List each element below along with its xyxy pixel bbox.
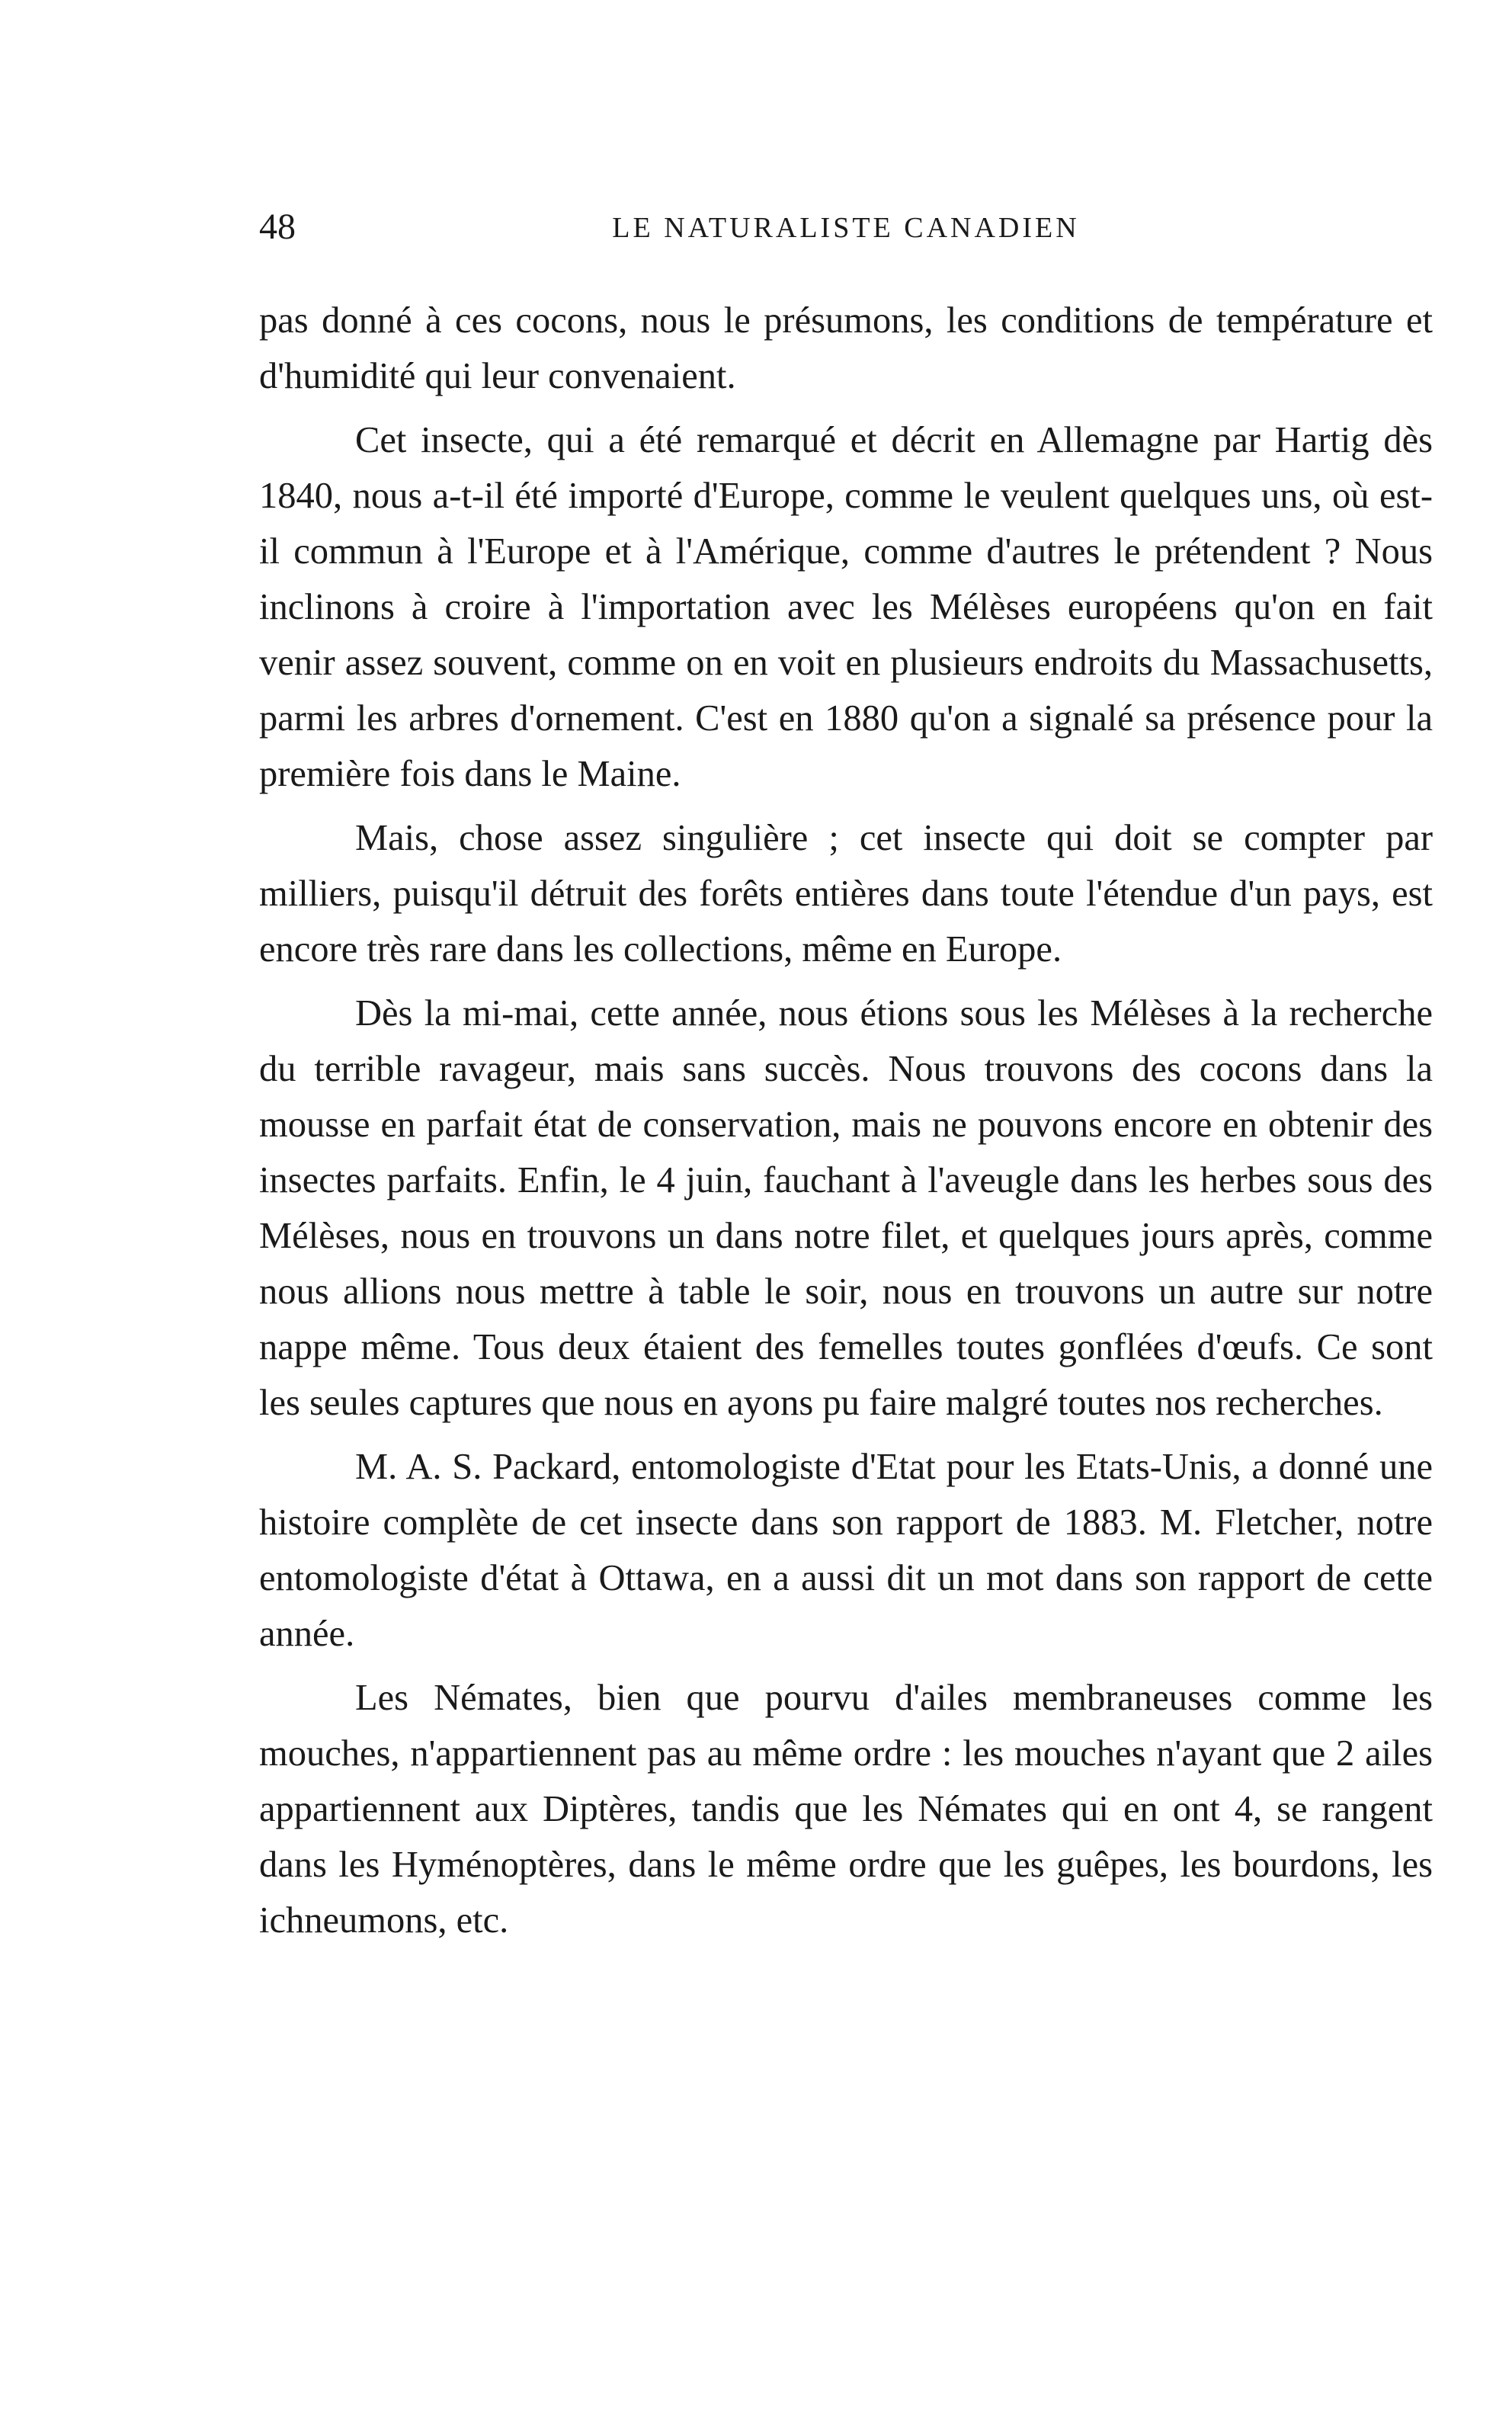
paragraph-continued: pas donné à ces cocons, nous le présumons, les conditions de température et d'humidité qui leur convenaient.	[259, 300, 1433, 396]
paragraph-search-account: Dès la mi-mai, cette année, nous étions sous les Mélèses à la recherche du terrible ravageur, mais sans succès. Nous trouvons des cocons dans la mousse en parfait état de conservation, mais ne pouvons encore en obtenir des insectes parfaits. Enfin, le 4 juin, fauchant à l'aveugle dans les herbes sous des Mélèses, nous en trouvons un dans notre filet, et quelques jours après, comme nous allions nous mettre à table le soir, nous en trouvons un autre sur notre nappe même. Tous deux étaient des femelles toutes gonflées d'œufs. Ce sont les seules captures que nous en ayons pu faire malgré toutes nos recherches.	[259, 993, 1433, 1423]
paragraph-rarity: Mais, chose assez singulière ; cet insecte qui doit se compter par milliers, puisqu'il détruit des forêts entières dans toute l'étendue d'un pays, est encore très rare dans les collections, même en Europe.	[259, 818, 1433, 970]
paragraph-insect-origin: Cet insecte, qui a été remarqué et décrit en Allemagne par Hartig dès 1840, nous a-t-il été importé d'Europe, comme le veulent quelques uns, où est-il commun à l'Europe et à l'Amérique, comme d'autres le prétendent ? Nous inclinons à croire à l'importation avec les Mélèses européens qu'on en fait venir assez souvent, comme on en voit en plusieurs endroits du Massachusetts, parmi les arbres d'ornement. C'est en 1880 qu'on a signalé sa présence pour la première fois dans le Maine.	[259, 420, 1433, 794]
paragraph-classification: Les Némates, bien que pourvu d'ailes membraneuses comme les mouches, n'appartiennent pas au même ordre : les mouches n'ayant que 2 ailes appartiennent aux Diptères, tandis que les Némates qui en ont 4, se rangent dans les Hyménoptères, dans le même ordre que les guêpes, les bourdons, les ichneumons, etc.	[259, 1678, 1433, 1941]
journal-title: LE NATURALISTE CANADIEN	[612, 212, 1080, 244]
paragraph-packard-fletcher: M. A. S. Packard, entomologiste d'Etat pour les Etats-Unis, a donné une histoire complète de cet insecte dans son rapport de 1883. M. Fletcher, notre entomologiste d'état à Ottawa, en a aussi dit un mot dans son rapport de cette année.	[259, 1447, 1433, 1654]
running-head	[259, 204, 1433, 250]
body-text	[259, 293, 1433, 1948]
page-number: 48	[259, 207, 296, 247]
